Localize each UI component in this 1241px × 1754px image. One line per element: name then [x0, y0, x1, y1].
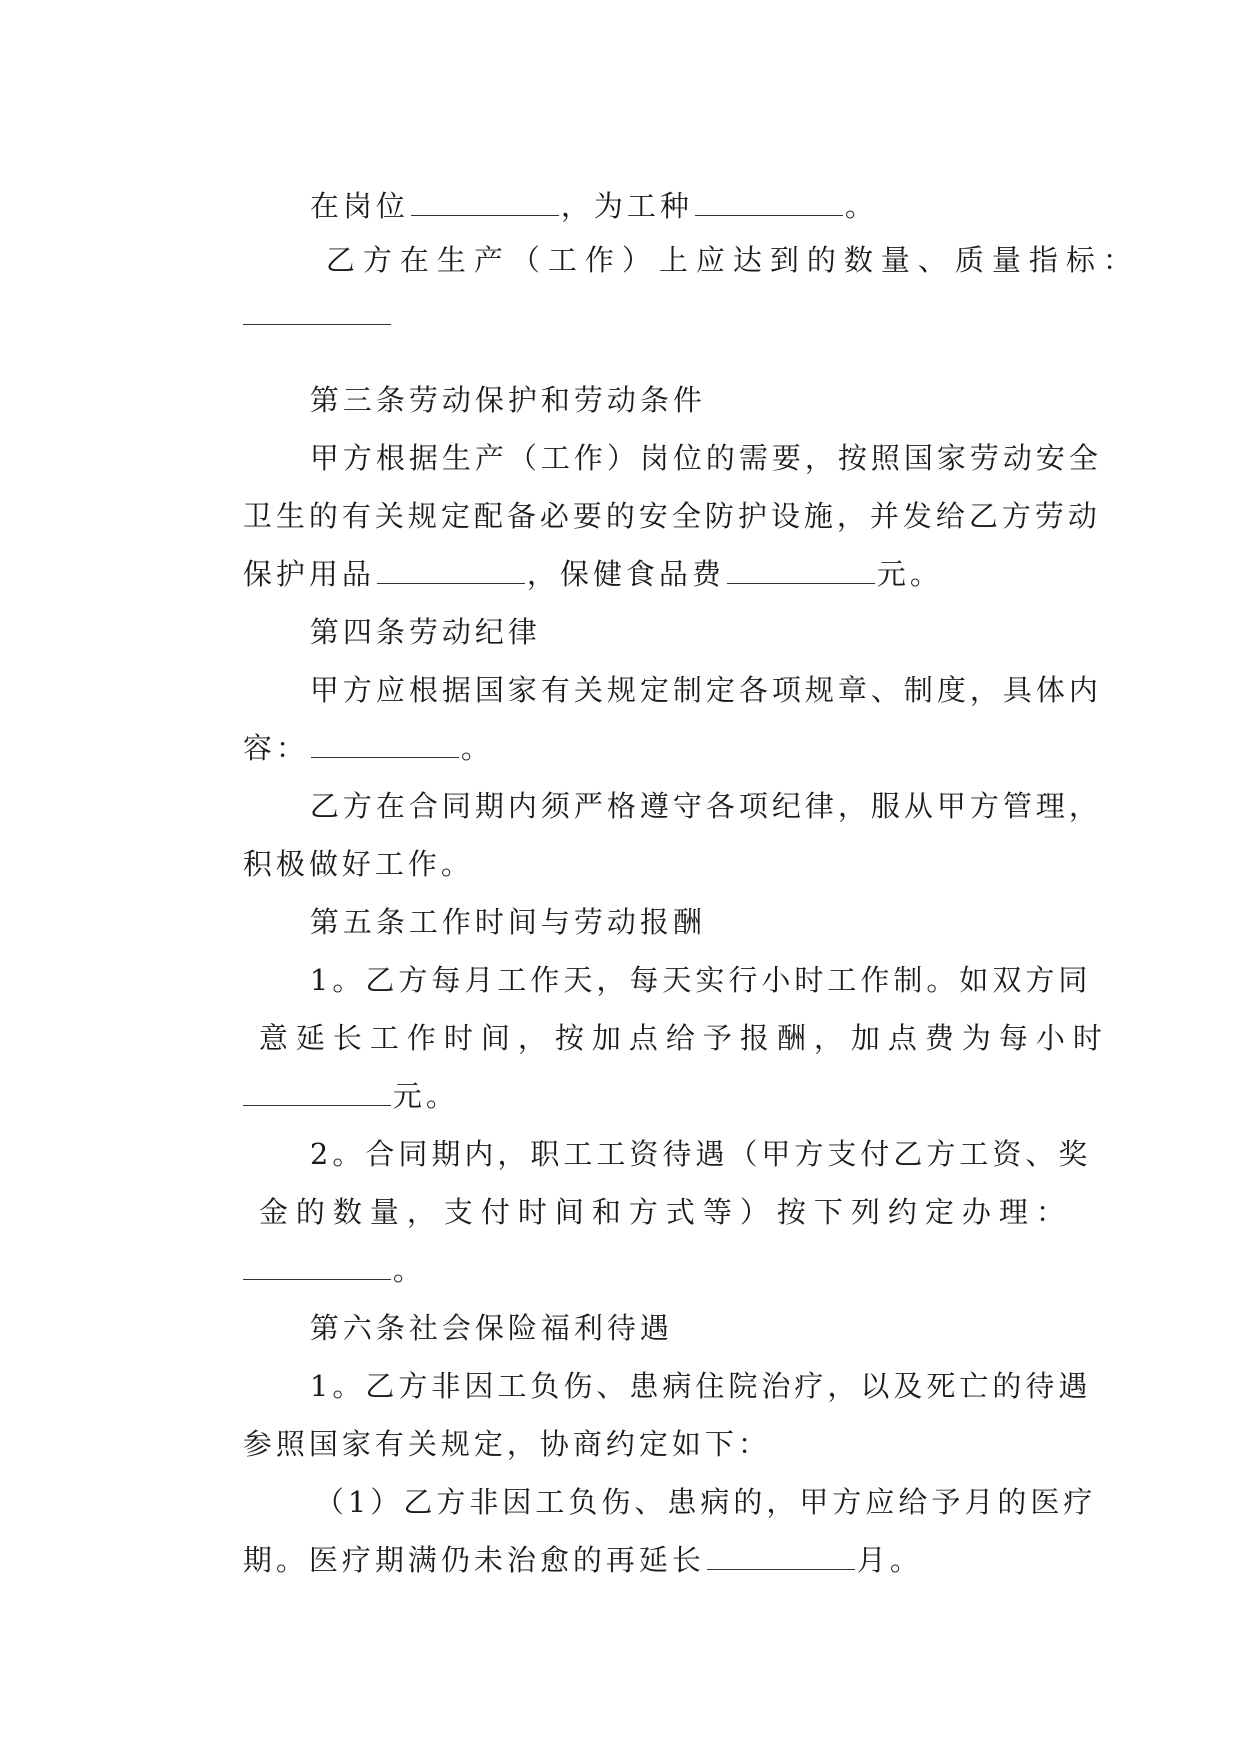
text: 2。合同期内，职工工资待遇（甲方支付乙方工资、奖: [309, 1137, 1092, 1171]
text: ，保健食品费: [526, 557, 725, 591]
text: 。: [460, 731, 494, 765]
line: [257, 1094, 1092, 1171]
line-post-and-job: [257, 146, 878, 223]
line: [257, 1326, 1092, 1403]
line-quota-blank: [190, 255, 393, 295]
text: 1。乙方非因工负伤、患病住院治疗，以及死亡的待遇: [309, 1369, 1092, 1403]
text: 保护用品: [242, 557, 375, 591]
text: 意延长工作时间，按加点给予报酬，加点费为每小时: [258, 1021, 1110, 1055]
text: 元。: [876, 557, 943, 591]
text: ，为工种: [560, 189, 693, 223]
heading-article-5: [257, 862, 706, 939]
text: （1）乙方非因工负伤、患病的，甲方应给予月的医疗: [314, 1485, 1097, 1519]
heading-article-4: [257, 572, 541, 649]
heading-article-6: [257, 1268, 673, 1345]
text: 月。: [856, 1543, 923, 1577]
text: 甲方应根据国家有关规定制定各项规章、制度，具体内: [309, 673, 1102, 707]
line: [190, 804, 474, 881]
blank-field[interactable]: [243, 296, 391, 325]
text: 乙方在生产（工作）上应达到的数量、质量指标：: [325, 243, 1140, 277]
line: [190, 1152, 1073, 1229]
blank-field[interactable]: [707, 1541, 855, 1570]
line-content: [190, 688, 494, 765]
line-protective-gear: [190, 514, 943, 591]
text: 。: [392, 1253, 426, 1287]
text: 元。: [392, 1079, 459, 1113]
blank-field[interactable]: [727, 555, 875, 584]
text: 期。医疗期满仍未治愈的再延长: [242, 1543, 705, 1577]
line: [190, 1384, 771, 1461]
line: [257, 398, 1102, 475]
line: [190, 978, 1110, 1055]
line: [257, 630, 1102, 707]
line-overtime-fee: [190, 1036, 459, 1113]
line: [257, 920, 1092, 997]
text: 容：: [242, 731, 309, 765]
line: [190, 456, 1101, 533]
text: 1。乙方每月工作天，每天实行小时工作制。如双方同: [309, 963, 1092, 997]
heading-article-3: [257, 340, 706, 417]
line: [262, 1442, 1097, 1519]
heading-text: 第五条工作时间与劳动报酬: [309, 905, 706, 939]
heading-text: 第四条劳动纪律: [309, 615, 541, 649]
line-quota: [257, 200, 1140, 277]
heading-text: 第三条劳动保护和劳动条件: [309, 383, 706, 417]
text: 。: [844, 189, 878, 223]
text: 甲方根据生产（工作）岗位的需要，按照国家劳动安全: [309, 441, 1102, 475]
line-wage-terms: [190, 1210, 426, 1287]
text: 积极做好工作。: [242, 847, 474, 881]
line: [257, 746, 1102, 823]
text: 乙方在合同期内须严格遵守各项纪律，服从甲方管理，: [309, 789, 1102, 823]
heading-text: 第六条社会保险福利待遇: [309, 1311, 673, 1345]
text: 金的数量，支付时间和方式等）按下列约定办理：: [258, 1195, 1073, 1229]
text: 卫生的有关规定配备必要的安全防护设施，并发给乙方劳动: [242, 499, 1101, 533]
text: 参照国家有关规定，协商约定如下：: [242, 1427, 771, 1461]
line-medical-extension: [190, 1500, 923, 1577]
text: 在岗位: [309, 189, 409, 223]
